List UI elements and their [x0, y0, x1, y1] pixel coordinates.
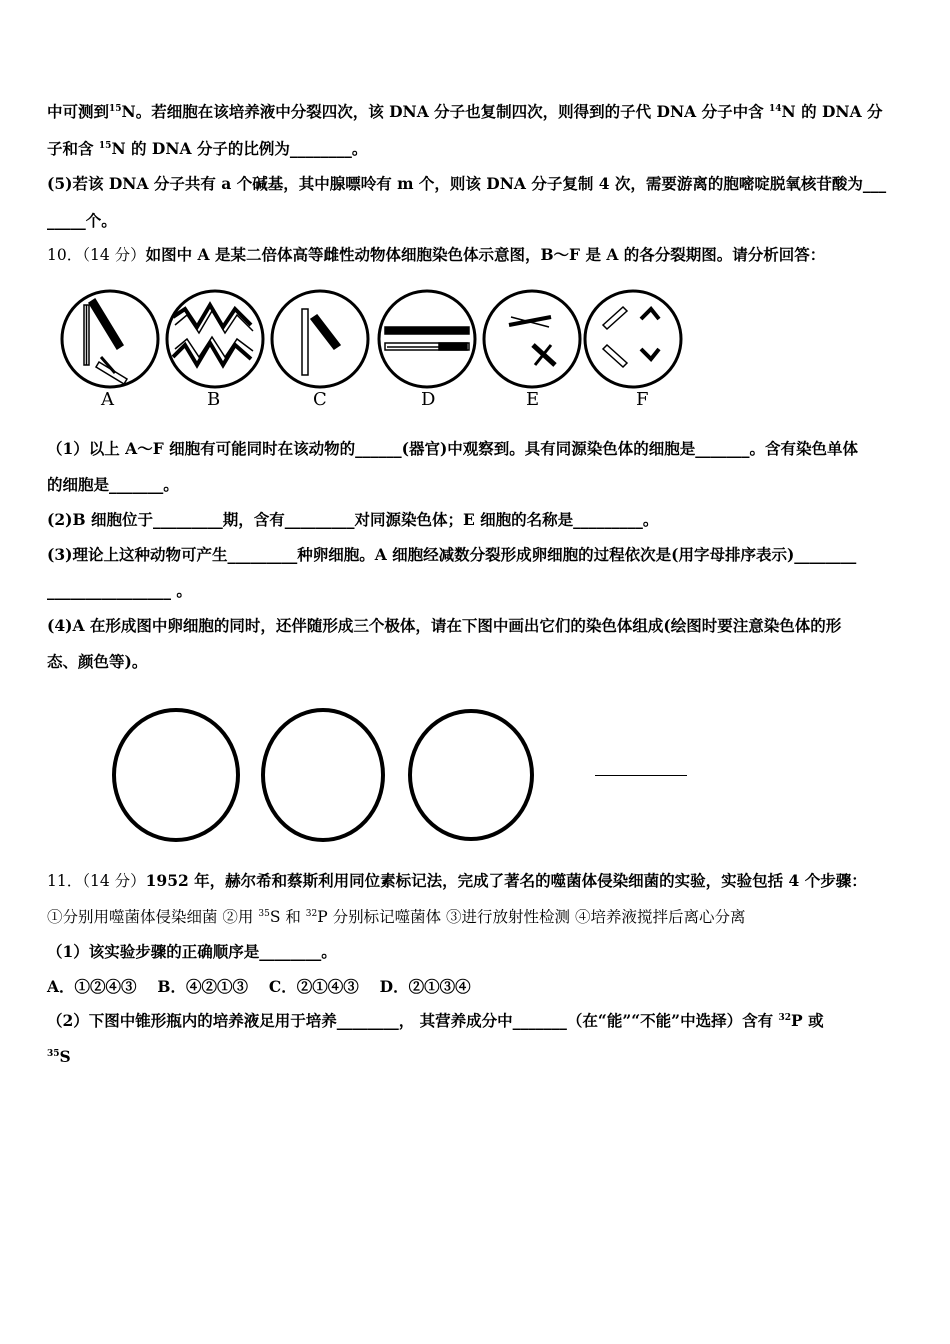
text: N。若细胞在该培养液中分裂四次，该 DNA 分子也复制四次，则得到的子代 DNA 分子中含: [121, 102, 769, 121]
text: S 和: [269, 908, 306, 926]
superscript: 35: [258, 909, 270, 919]
cell-d: [379, 291, 475, 387]
question-5: (5)若该 DNA 分子共有 a 个碱基，其中腺嘌呤有 m 个，则该 DNA 分子复制 4 次，需要游离的胞嘧啶脱氧核苷酸为___: [47, 174, 887, 193]
cell-b: [167, 291, 263, 387]
figure-label-b: B: [207, 389, 221, 410]
question-10-4: (4)A 在形成图中卵细胞的同时，还伴随形成三个极体，请在下图中画出它们的染色体组成(绘图时要注意染色体的形: [47, 616, 842, 635]
answer-blank[interactable]: [595, 775, 687, 776]
text: P 分别标记噬菌体 ③进行放射性检测 ④培养液搅拌后离心分离: [317, 908, 746, 926]
text: S: [59, 1047, 71, 1066]
superscript: 14: [768, 104, 782, 114]
superscript: 32: [305, 909, 318, 919]
question-10-2: (2)B 细胞位于_________期，含有_________对同源染色体；E 细胞的名称是_________。: [47, 510, 659, 529]
figure-label-e: E: [526, 389, 540, 410]
question-10-heading: [47, 245, 825, 265]
superscript: 35: [47, 1049, 60, 1059]
question-11-heading: [47, 871, 867, 891]
text-line: [47, 139, 367, 159]
figure-label-f: F: [636, 389, 649, 410]
superscript: 32: [778, 1013, 792, 1023]
drawing-circle-1: [114, 710, 238, 840]
question-number: 11．（14 分）: [47, 872, 146, 890]
text-line: [47, 102, 883, 122]
text: 子和含: [47, 139, 99, 158]
text: P 或: [791, 1011, 824, 1030]
question-5-cont: _____个。: [47, 211, 117, 230]
figure-label-c: C: [313, 389, 327, 410]
superscript: 15: [109, 104, 122, 114]
polar-body-drawing-area: [110, 705, 540, 845]
question-10-3: (3)理论上这种动物可产生_________种卵细胞。A 细胞经减数分裂形成卵细胞的过程依次是(用字母排序表示)________: [47, 545, 857, 564]
text: N 的 DNA 分子的比例为________。: [111, 139, 368, 158]
text: （2）下图中锥形瓶内的培养液足用于培养________， 其营养成分中_______（在“能”“不能”中选择）含有: [47, 1011, 779, 1030]
question-10-1: （1）以上 A～F 细胞有可能同时在该动物的______(器官)中观察到。具有同源染色体的细胞是_______。含有染色单体: [47, 439, 859, 458]
question-text: 1952 年，赫尔希和蔡斯利用同位素标记法，完成了著名的噬菌体侵染细菌的实验，实验包括 4 个步骤：: [145, 871, 867, 890]
superscript: 15: [98, 141, 112, 151]
question-number: 10．（14 分）: [47, 246, 146, 264]
question-11-1: （1）该实验步骤的正确顺序是________。: [47, 942, 337, 961]
text: N 的 DNA 分: [781, 102, 883, 121]
text: 中可测到: [47, 102, 110, 121]
drawing-circle-2: [263, 710, 383, 840]
cell-division-figure: [55, 287, 695, 412]
figure-label-a: A: [101, 389, 114, 410]
cell-c: [272, 291, 368, 387]
question-text: 如图中 A 是某二倍体高等雌性动物体细胞染色体示意图，B～F 是 A 的各分裂期图。请分析回答：: [145, 245, 826, 264]
question-10-4-cont: 态、颜色等)。: [47, 652, 148, 671]
cell-e: [484, 291, 580, 387]
question-10-1-cont: 的细胞是_______。: [47, 475, 179, 494]
cell-f: [585, 291, 681, 387]
figure-label-d: D: [421, 389, 436, 410]
question-11-2-cont: [47, 1047, 71, 1067]
question-10-3-cont: ________________ 。: [47, 581, 192, 600]
drawing-circle-3: [410, 711, 532, 839]
question-11-options: A．①②④③ B．④②①③ C．②①④③ D．②①③④: [47, 977, 471, 996]
text: ①分别用噬菌体侵染细菌 ②用: [47, 908, 259, 926]
question-11-steps: [47, 907, 745, 927]
question-11-2: [47, 1011, 824, 1031]
